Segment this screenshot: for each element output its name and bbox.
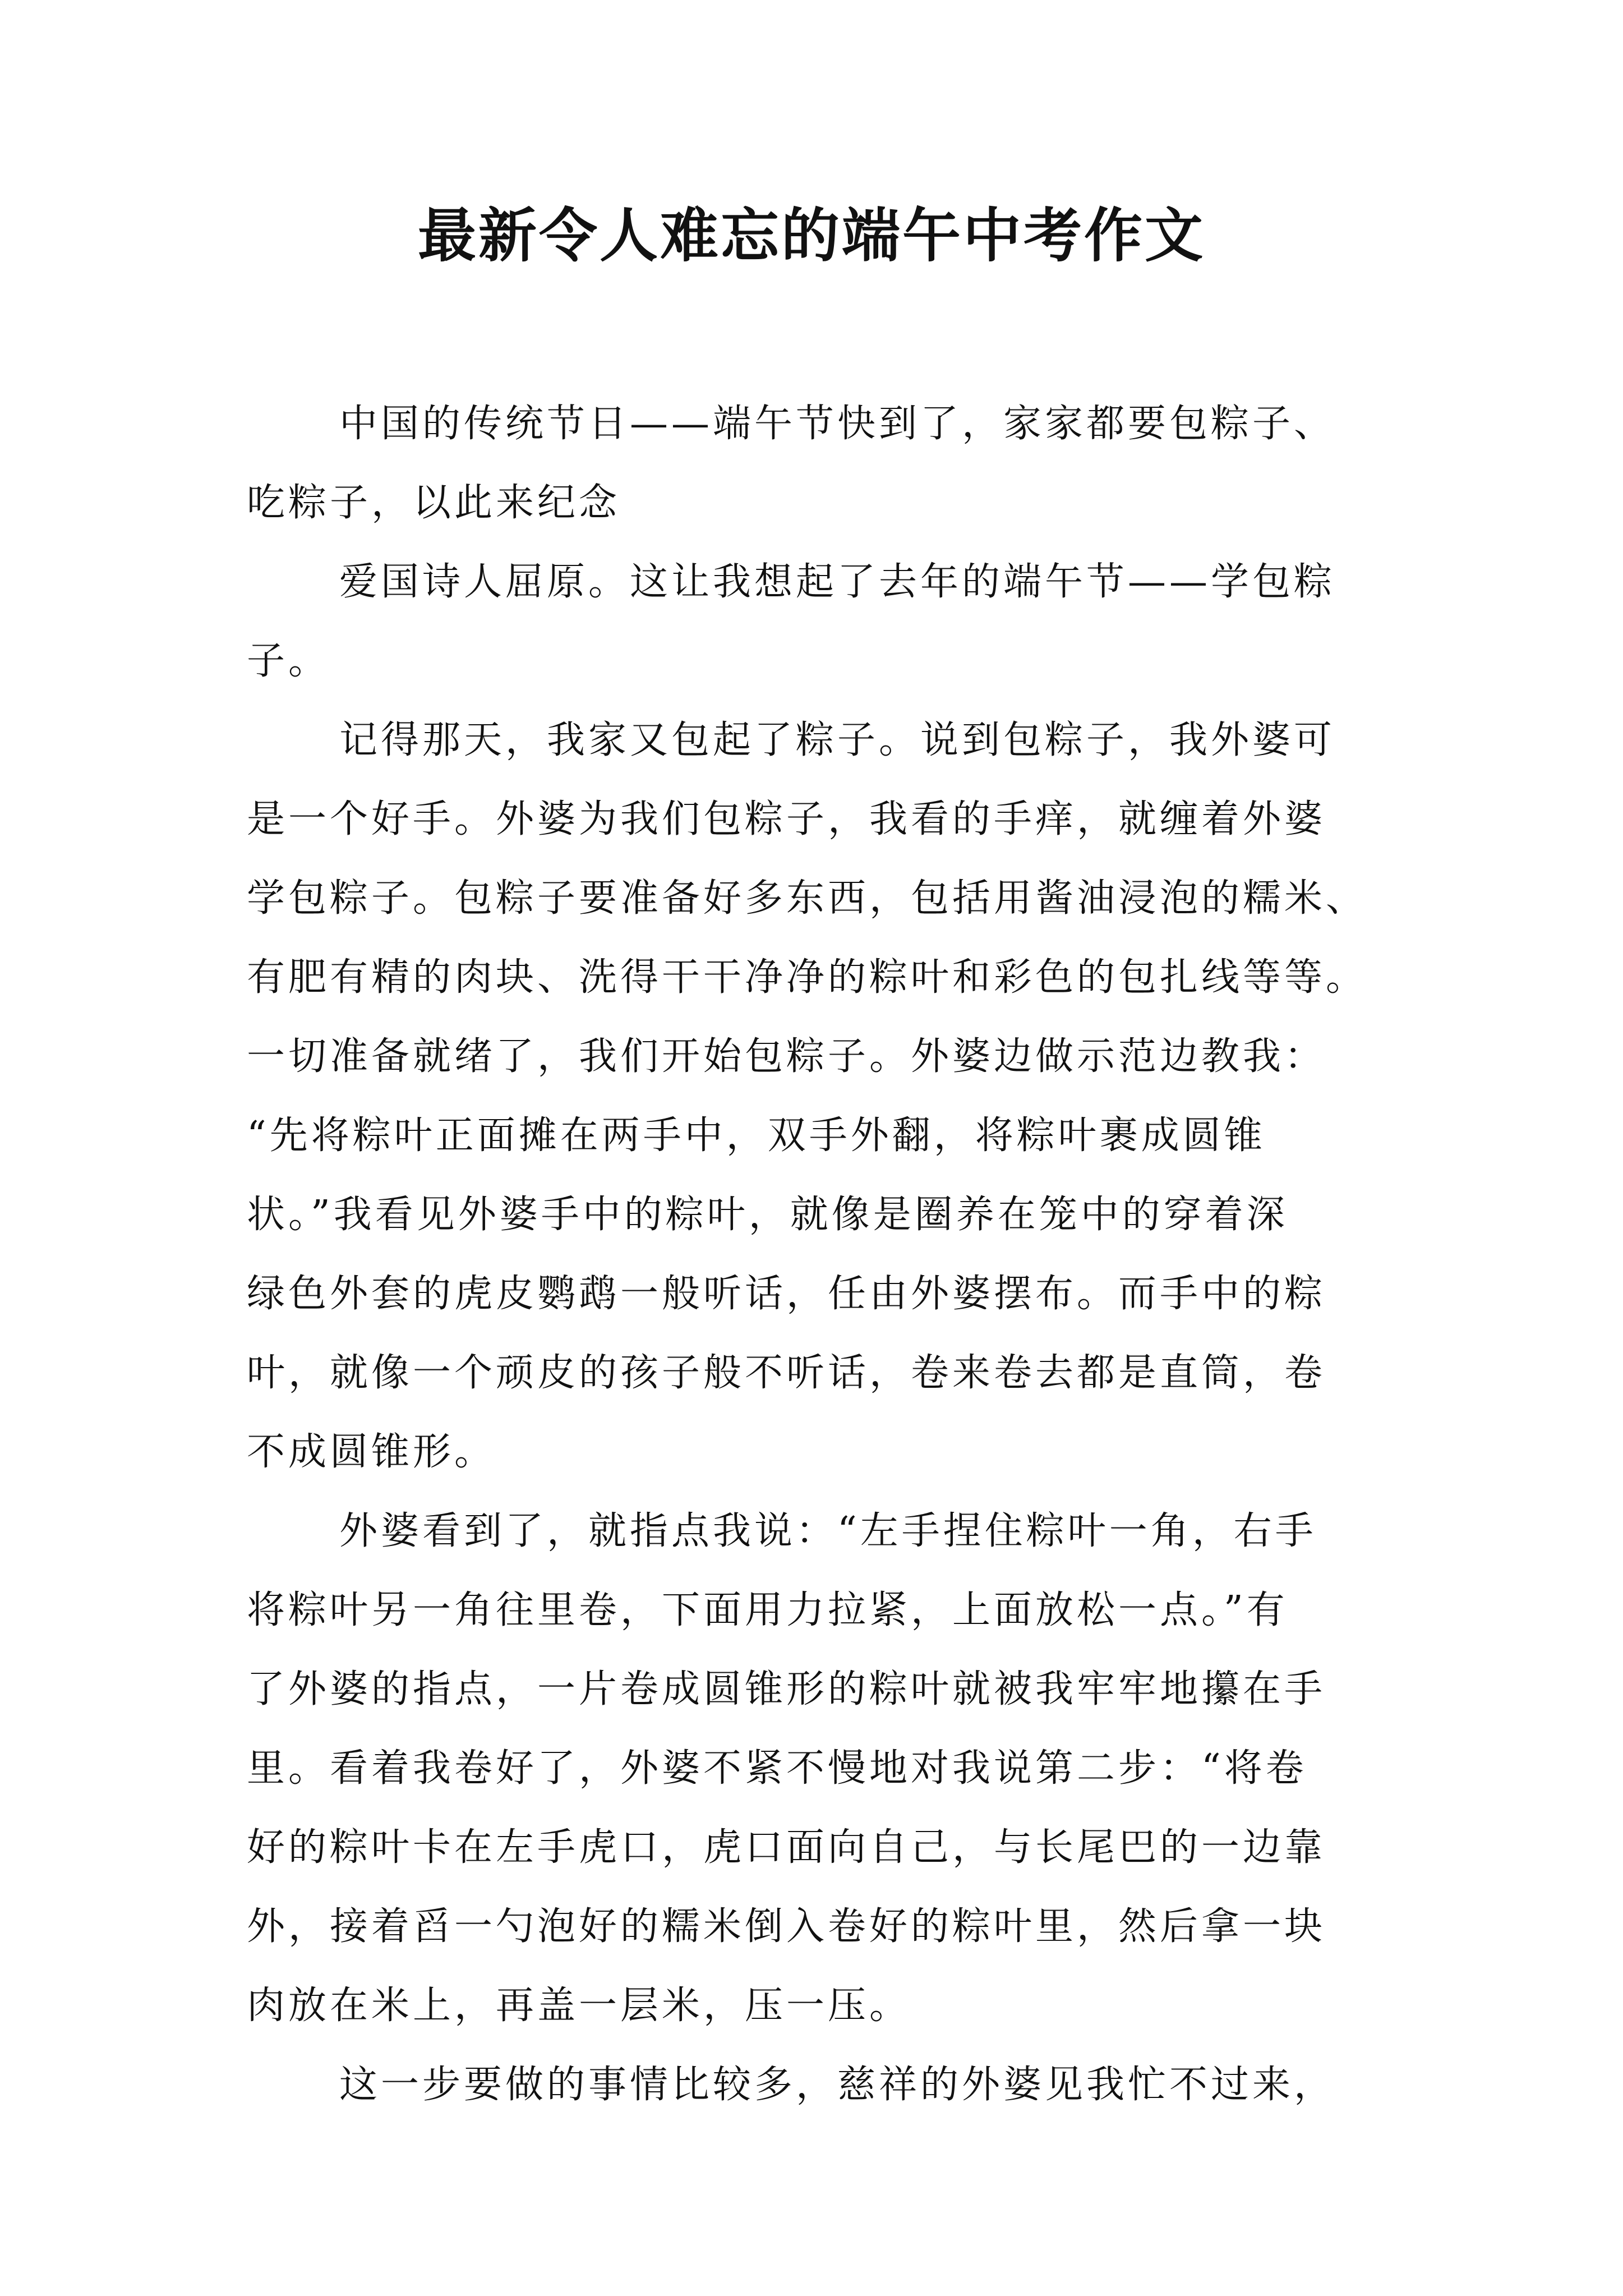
text-line: 了外婆的指点，一片卷成圆锥形的粽叶就被我牢牢地攥在手 — [247, 1667, 1326, 1711]
text-line: 一切准备就绪了，我们开始包粽子。外婆边做示范边教我： — [247, 1034, 1326, 1079]
text-line: 是一个好手。外婆为我们包粽子，我看的手痒，就缠着外婆 — [247, 797, 1326, 841]
document-body — [247, 384, 1385, 2124]
paragraph-1 — [247, 384, 1385, 542]
text-line: 这一步要做的事情比较多，慈祥的外婆见我忙不过来， — [339, 2063, 1336, 2107]
text-line: 不成圆锥形。 — [247, 1430, 496, 1474]
text-line: 子。 — [247, 639, 330, 683]
text-line: 吃粽子，以此来纪念 — [247, 481, 621, 525]
text-line: 外，接着舀一勺泡好的糯米倒入卷好的粽叶里，然后拿一块 — [247, 1904, 1326, 1949]
paragraph-3 — [247, 701, 1385, 1492]
paragraph-5 — [247, 2045, 1385, 2124]
document-title: 最新令人难忘的端午中考作文 — [417, 201, 1205, 270]
text-line: 叶，就像一个顽皮的孩子般不听话，卷来卷去都是直筒，卷 — [247, 1351, 1326, 1395]
paragraph-2 — [247, 542, 1385, 701]
text-line: 记得那天，我家又包起了粽子。说到包粽子，我外婆可 — [339, 718, 1336, 762]
text-line: 学包粽子。包粽子要准备好多东西，包括用酱油浸泡的糯米、 — [247, 876, 1368, 921]
text-line: “先将粽叶正面摊在两手中，双手外翻，将粽叶裹成圆锥 — [247, 1114, 1266, 1158]
text-line: 中国的传统节日——端午节快到了，家家都要包粽子、 — [339, 402, 1336, 446]
text-line: 肉放在米上，再盖一层米，压一压。 — [247, 1984, 911, 2028]
text-line: 将粽叶另一角往里卷，下面用力拉紧，上面放松一点。”有 — [247, 1588, 1288, 1632]
text-line: 绿色外套的虎皮鹦鹉一般听话，任由外婆摆布。而手中的粽 — [247, 1272, 1326, 1316]
paragraph-4 — [247, 1492, 1385, 2045]
text-line: 好的粽叶卡在左手虎口，虎口面向自己，与长尾巴的一边靠 — [247, 1825, 1326, 1870]
text-line: 爱国诗人屈原。这让我想起了去年的端午节——学包粽 — [339, 560, 1336, 604]
text-line: 里。看着我卷好了，外婆不紧不慢地对我说第二步：“将卷 — [247, 1746, 1307, 1791]
text-line: 外婆看到了，就指点我说：“左手捏住粽叶一角，右手 — [339, 1509, 1317, 1553]
text-line: 有肥有精的肉块、洗得干干净净的粽叶和彩色的包扎线等等。 — [247, 955, 1368, 1000]
text-line: 状。”我看见外婆手中的粽叶，就像是圈养在笼中的穿着深 — [247, 1193, 1288, 1237]
